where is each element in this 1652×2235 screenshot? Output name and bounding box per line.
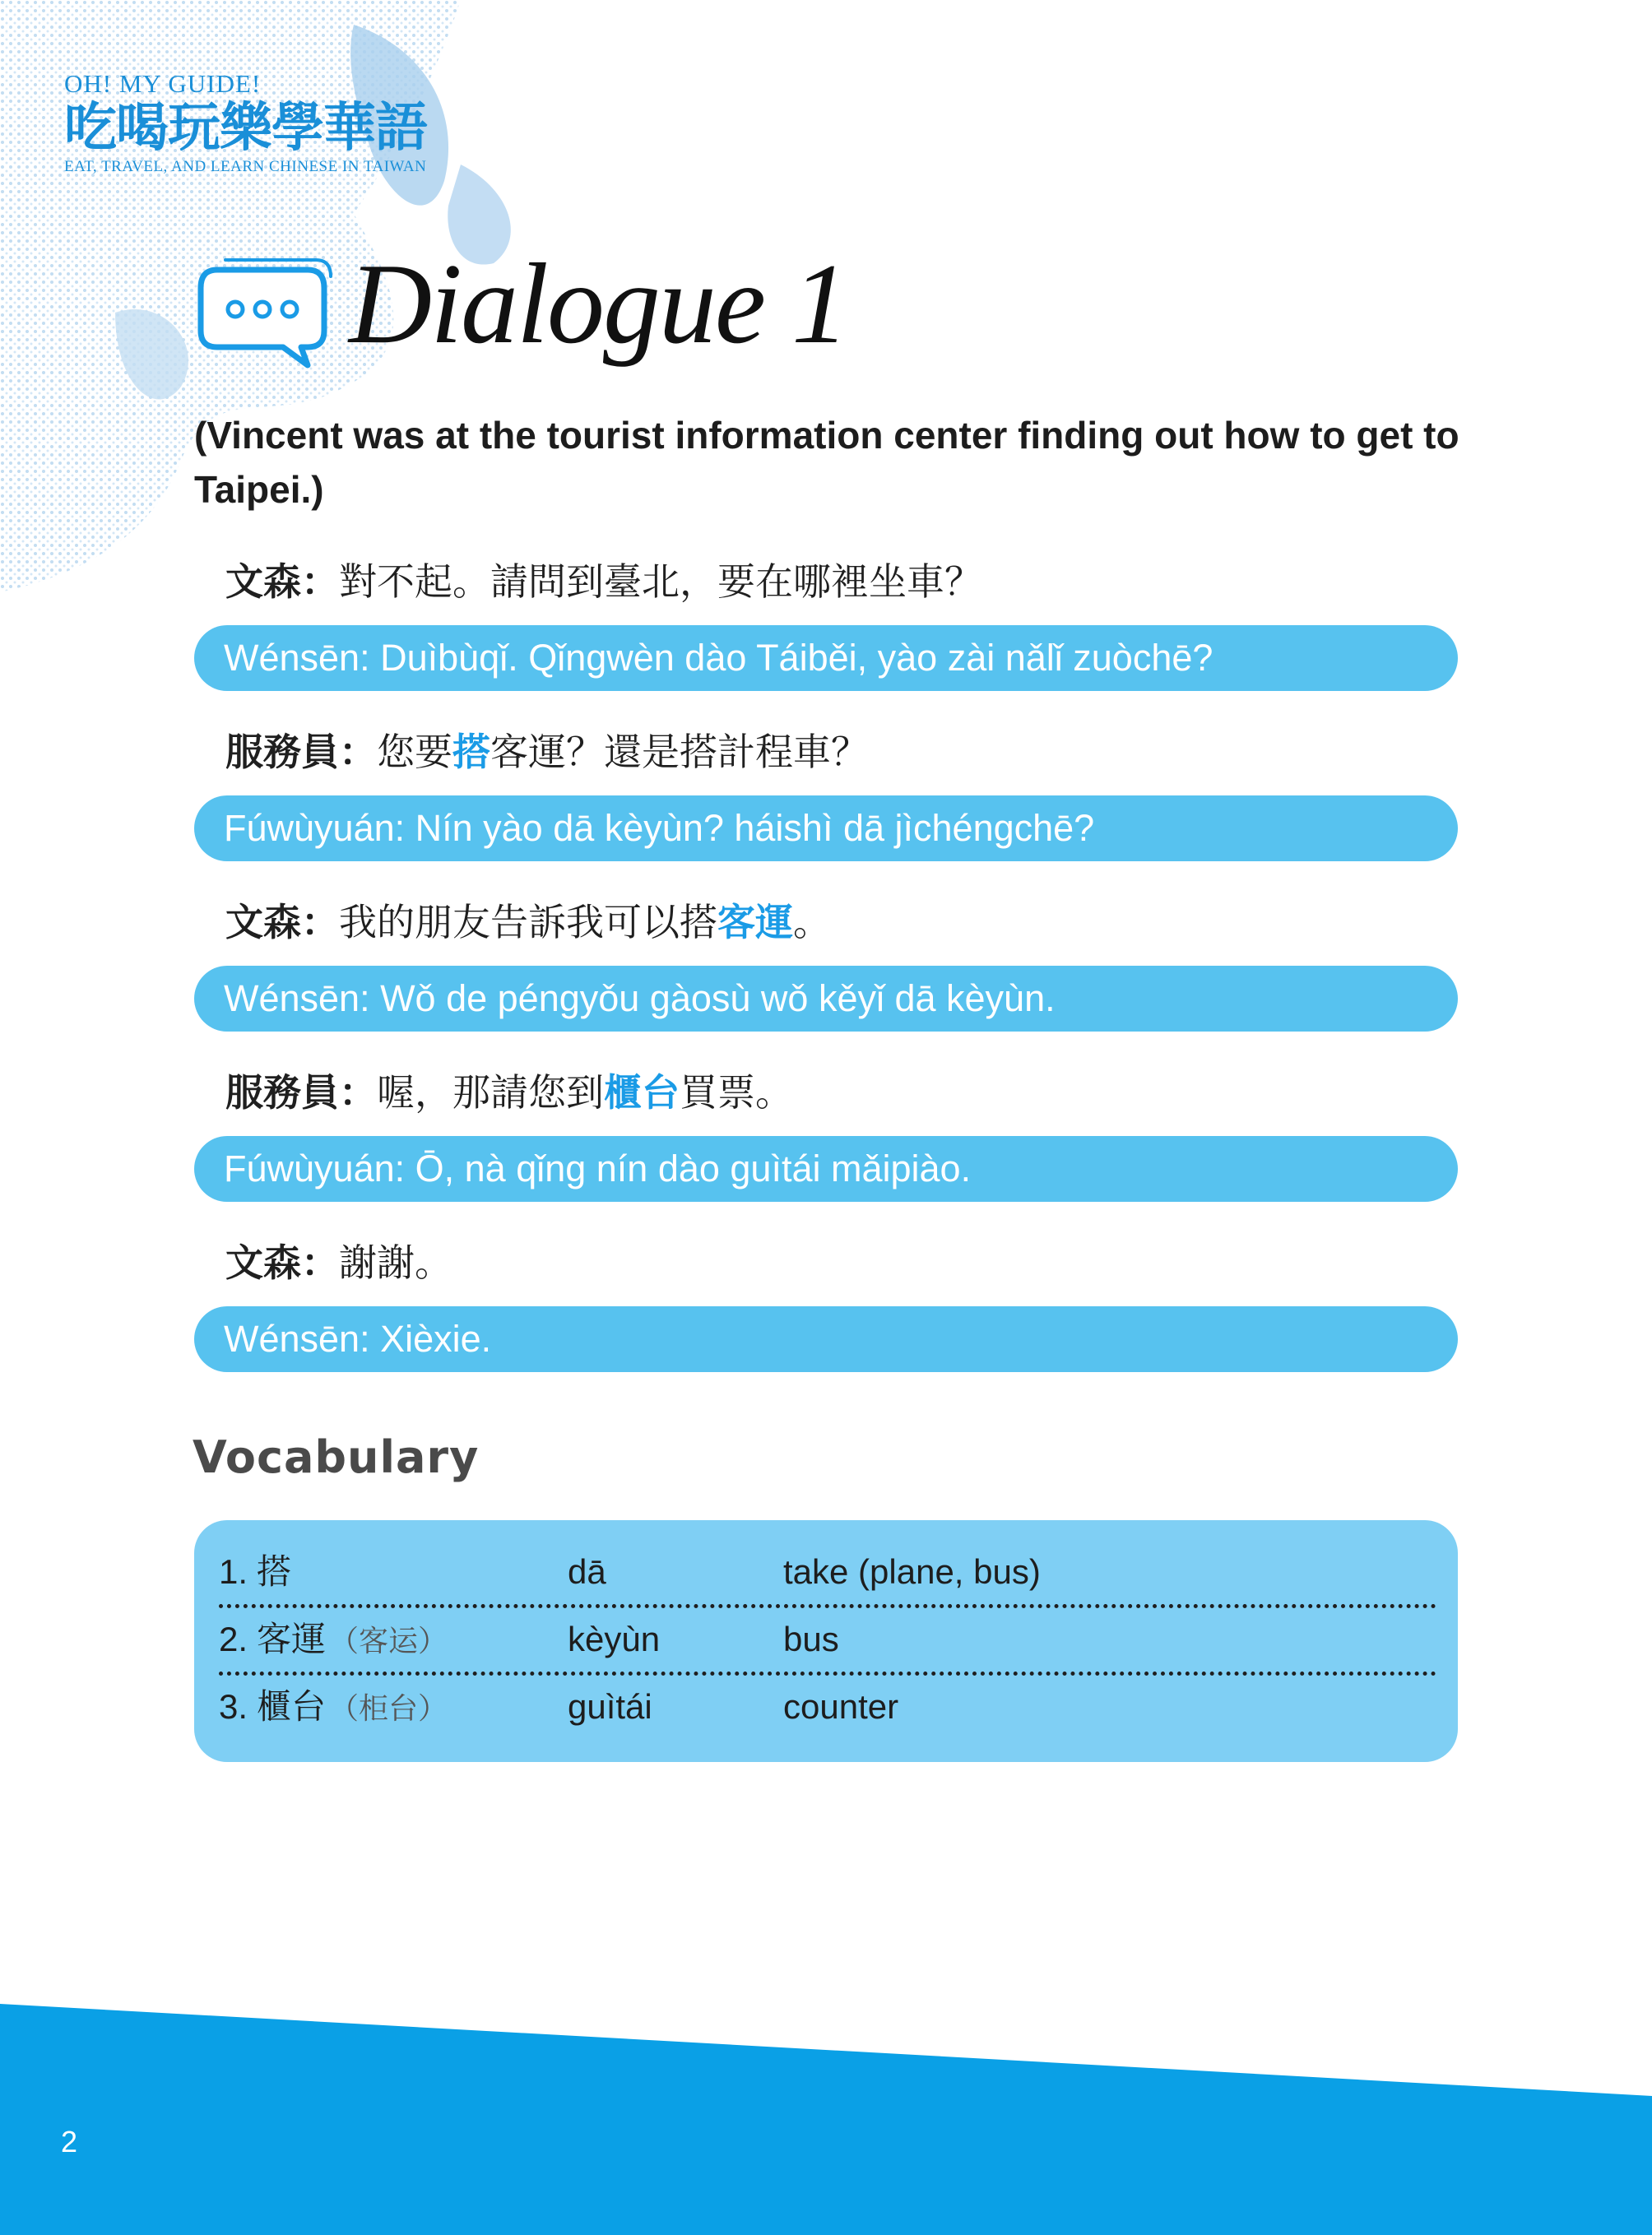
vocab-pinyin: guìtái: [568, 1687, 652, 1726]
chinese-line: [225, 1064, 793, 1121]
chinese-text: 您要: [377, 730, 452, 774]
chinese-text: 謝謝。: [339, 1240, 452, 1285]
speaker-colon: ：: [339, 730, 377, 774]
page-number: 2: [61, 2125, 78, 2158]
highlighted-vocab: 客運: [717, 900, 793, 944]
chinese-text: 喔，那請您到: [377, 1070, 604, 1115]
speaker-name: 服務員: [225, 730, 339, 774]
dialogue-turn: [194, 1234, 1458, 1404]
highlighted-vocab: 搭: [452, 730, 490, 774]
logo-chinese-title: 吃喝玩樂學華語: [64, 98, 427, 159]
speaker-colon: ：: [301, 1240, 339, 1285]
speaker-name: 文森: [225, 559, 301, 604]
pinyin-line: Fúwùyuán: Ō, nà qǐng nín dào guìtái mǎipiào.: [194, 1136, 1458, 1202]
section-title: Dialogue 1: [349, 240, 848, 368]
vocab-number: 2.: [219, 1620, 248, 1658]
vocab-number: 1.: [219, 1552, 248, 1591]
logo-subtitle: EAT, TRAVEL, AND LEARN CHINESE IN TAIWAN: [64, 158, 427, 176]
highlighted-vocab: 櫃台: [604, 1070, 680, 1115]
pinyin-line: Wénsēn: Xièxie.: [194, 1306, 1458, 1372]
vocab-item: [219, 1606, 1436, 1673]
chinese-line: [225, 723, 869, 781]
vocab-item: [219, 1673, 1436, 1741]
vocab-word: [257, 1673, 448, 1743]
chinese-text: 我的朋友告訴我可以搭: [339, 900, 717, 944]
dialogue-turn: [194, 553, 1458, 723]
vocab-simplified: （柜台）: [329, 1692, 448, 1726]
vocab-traditional: 櫃台: [257, 1686, 327, 1727]
pinyin-line: Fúwùyuán: Nín yào dā kèyùn? háishì dā jìchéngchē?: [194, 795, 1458, 861]
chinese-line: [225, 893, 831, 951]
vocab-word: [257, 1606, 448, 1676]
dialogue-list: [194, 553, 1458, 1404]
chinese-text: 客運？還是搭計程車？: [490, 730, 869, 774]
vocab-pinyin: dā: [568, 1552, 606, 1591]
speaker-colon: ：: [301, 900, 339, 944]
vocab-pinyin: kèyùn: [568, 1620, 661, 1658]
vocab-number: 3.: [219, 1687, 248, 1726]
vocab-traditional: 搭: [257, 1551, 292, 1592]
vocab-word: [257, 1538, 291, 1606]
chinese-text: 對不起。請問到臺北，要在哪裡坐車？: [339, 559, 982, 604]
series-logo: [64, 71, 427, 176]
vocab-simplified: （客运）: [329, 1625, 448, 1658]
speech-bubble-icon: [193, 255, 332, 370]
speaker-colon: ：: [339, 1070, 377, 1115]
dialogue-turn: [194, 893, 1458, 1064]
chinese-line: [225, 1234, 452, 1291]
chinese-text: 買票。: [680, 1070, 793, 1115]
pinyin-line: Wénsēn: Wǒ de péngyǒu gàosù wǒ kěyǐ dā kèyùn.: [194, 966, 1458, 1032]
vocab-meaning: counter: [783, 1687, 899, 1726]
logo-tagline: OH! MY GUIDE!: [64, 69, 262, 98]
speaker-name: 服務員: [225, 1070, 339, 1115]
dialogue-turn: [194, 1064, 1458, 1234]
vocab-item: [219, 1538, 1436, 1606]
chinese-line: [225, 553, 982, 610]
speaker-name: 文森: [225, 900, 301, 944]
chinese-text: 。: [793, 900, 831, 944]
vocab-meaning: take (plane, bus): [783, 1552, 1041, 1591]
vocab-meaning: bus: [783, 1620, 839, 1658]
vocabulary-heading: Vocabulary: [193, 1431, 480, 1483]
scene-description: (Vincent was at the tourist information center finding out how to get to Taipei.): [194, 414, 1459, 511]
dialogue-turn: [194, 723, 1458, 893]
pinyin-line: Wénsēn: Duìbùqǐ. Qǐngwèn dào Táiběi, yào zài nǎlǐ zuòchē?: [194, 625, 1458, 691]
footer-band: [0, 2004, 1652, 2235]
vocabulary-box: [194, 1520, 1458, 1762]
speaker-name: 文森: [225, 1240, 301, 1285]
vocab-traditional: 客運: [257, 1619, 327, 1659]
speaker-colon: ：: [301, 559, 339, 604]
